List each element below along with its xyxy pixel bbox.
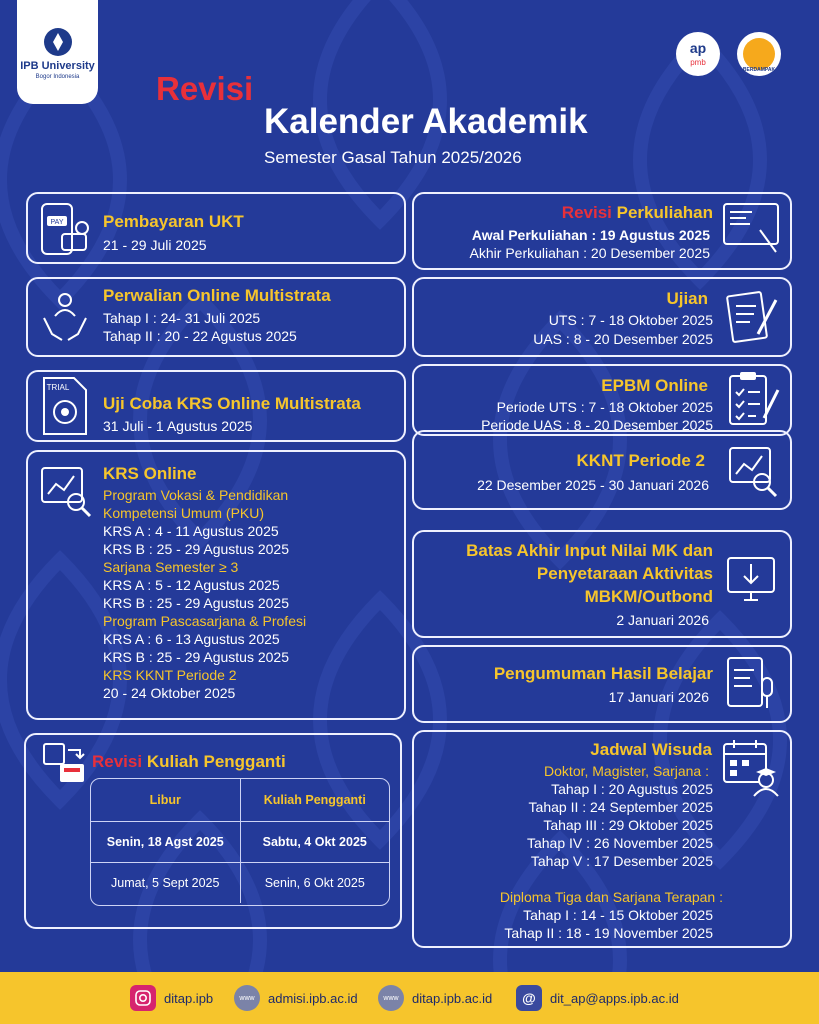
krs-group-3-b: KRS B : 25 - 29 Agustus 2025	[103, 649, 290, 665]
pengganti-table	[90, 778, 390, 906]
swap-documents-icon	[42, 742, 88, 786]
batas-title-2: Penyetaraan Aktivitas	[536, 564, 713, 583]
wisuda-line: Tahap V : 17 Desember 2025	[530, 853, 713, 869]
analytics-magnifier-icon	[40, 466, 92, 518]
footer-web-admisi[interactable]	[234, 972, 358, 1024]
batas-title-1: Batas Akhir Input Nilai MK dan	[466, 541, 713, 560]
uji-date: 31 Juli - 1 Agustus 2025	[103, 418, 253, 434]
table-row	[91, 862, 389, 903]
badge-ap-text: ap	[689, 40, 707, 56]
pengganti-title: Kuliah Pengganti	[146, 752, 286, 771]
trial-document-icon	[40, 376, 90, 436]
table-header-pengganti: Kuliah Pengganti	[263, 792, 366, 807]
footer-email[interactable]	[516, 972, 679, 1024]
badge-berdampak-text: BERDAMPAK	[742, 67, 776, 73]
page-subtitle: Semester Gasal Tahun 2025/2026	[264, 148, 522, 167]
krs-group-3-a: KRS A : 6 - 13 Agustus 2025	[103, 631, 280, 647]
wisuda-line: Tahap II : 24 September 2025	[528, 799, 713, 815]
ujian-title: Ujian	[666, 289, 708, 308]
pengumuman-date: 17 Januari 2026	[608, 689, 709, 705]
krs-group-1-a: KRS A : 4 - 11 Agustus 2025	[103, 523, 279, 539]
perkuliahan-akhir: Akhir Perkuliahan : 20 Desember 2025	[469, 245, 710, 261]
batas-title-3: MBKM/Outbond	[584, 587, 713, 606]
footer-web-ditap[interactable]	[378, 972, 492, 1024]
uji-title: Uji Coba KRS Online Multistrata	[103, 394, 361, 413]
berdampak-badge	[737, 32, 781, 76]
krs-kknt-date: 20 - 24 Oktober 2025	[103, 685, 236, 701]
krs-group-1-label-2: Kompetensi Umum (PKU)	[103, 505, 265, 521]
perkuliahan-awal: Awal Perkuliahan : 19 Agustus 2025	[471, 227, 710, 243]
pengumuman-title: Pengumuman Hasil Belajar	[493, 664, 713, 683]
table-cell: Senin, 6 Okt 2025	[264, 875, 365, 890]
wisuda-line: Tahap I : 14 - 15 Oktober 2025	[523, 907, 713, 923]
ap-pmb-badge	[676, 32, 720, 76]
report-microphone-icon	[726, 656, 778, 712]
perkuliahan-title: Perkuliahan	[616, 203, 713, 222]
email-icon: @	[516, 985, 542, 1011]
analytics-magnifier-icon	[728, 446, 778, 498]
epbm-title: EPBM Online	[601, 376, 708, 395]
krs-group-2-b: KRS B : 25 - 29 Agustus 2025	[103, 595, 290, 611]
instagram-handle: ditap.ipb	[164, 990, 214, 1006]
batas-date: 2 Januari 2026	[616, 612, 709, 628]
ukt-date: 21 - 29 Juli 2025	[103, 237, 207, 253]
krs-group-2-label: Sarjana Semester ≥ 3	[103, 559, 239, 575]
kknt-date: 22 Desember 2025 - 30 Januari 2026	[477, 477, 709, 493]
perkuliahan-revisi: Revisi	[561, 203, 612, 222]
ipb-logo	[17, 0, 98, 104]
ujian-uts: UTS : 7 - 18 Oktober 2025	[548, 312, 713, 328]
email-address: dit_ap@apps.ipb.ac.id	[550, 990, 679, 1006]
download-monitor-icon	[726, 552, 778, 606]
revisi-title: Revisi	[156, 70, 254, 107]
perwalian-line-2: Tahap II : 20 - 22 Agustus 2025	[103, 328, 297, 344]
epbm-uas: Periode UAS : 8 - 20 Desember 2025	[481, 417, 713, 433]
kknt-title: KKNT Periode 2	[576, 451, 705, 470]
table-cell: Sabtu, 4 Okt 2025	[262, 834, 367, 849]
trial-label: TRIAL	[46, 383, 70, 392]
www-label: www	[383, 994, 399, 1002]
www-label: www	[239, 994, 255, 1002]
hands-people-icon	[40, 288, 90, 344]
wisuda-title: Jadwal Wisuda	[590, 740, 712, 759]
logo-sub: Bogor Indonesia	[35, 74, 80, 80]
wisuda-group-2: Diploma Tiga dan Sarjana Terapan :	[499, 889, 723, 905]
badge-pmb-text: pmb	[690, 58, 706, 67]
pengganti-revisi: Revisi	[92, 752, 143, 771]
wisuda-group-1: Doktor, Magister, Sarjana :	[544, 763, 709, 779]
footer-instagram[interactable]	[130, 972, 213, 1024]
table-header-libur: Libur	[91, 779, 240, 821]
web-admisi-link: admisi.ipb.ac.id	[268, 990, 358, 1006]
footer	[0, 972, 819, 1024]
krs-group-1-b: KRS B : 25 - 29 Agustus 2025	[103, 541, 290, 557]
krs-group-3-label: Program Pascasarjana & Profesi	[103, 613, 307, 629]
globe-icon	[234, 985, 260, 1011]
svg-text:PAY: PAY	[50, 219, 64, 226]
instagram-icon	[130, 985, 156, 1011]
clipboard-checklist-icon	[726, 370, 780, 428]
krs-title: KRS Online	[103, 464, 197, 483]
whiteboard-icon	[722, 200, 782, 256]
perwalian-title: Perwalian Online Multistrata	[103, 286, 331, 305]
globe-icon	[378, 985, 404, 1011]
wisuda-line: Tahap IV : 26 November 2025	[526, 835, 713, 851]
wisuda-line: Tahap III : 29 Oktober 2025	[543, 817, 713, 833]
epbm-uts: Periode UTS : 7 - 18 Oktober 2025	[496, 399, 713, 415]
table-row	[91, 821, 389, 862]
page-title: Kalender Akademik	[264, 102, 588, 141]
logo-name: IPB University	[20, 60, 95, 72]
wisuda-line: Tahap II : 18 - 19 November 2025	[504, 925, 713, 941]
payment-phone-icon	[38, 202, 90, 258]
table-cell: Jumat, 5 Sept 2025	[91, 862, 240, 903]
calendar-graduate-icon	[722, 738, 780, 798]
krs-group-2-a: KRS A : 5 - 12 Agustus 2025	[103, 577, 280, 593]
exam-papers-icon	[724, 286, 780, 346]
perwalian-line-1: Tahap I : 24- 31 Juli 2025	[103, 310, 261, 326]
ipb-emblem-icon	[43, 27, 73, 57]
ujian-uas: UAS : 8 - 20 Desember 2025	[533, 331, 713, 347]
wisuda-line: Tahap I : 20 Agustus 2025	[551, 781, 713, 797]
web-ditap-link: ditap.ipb.ac.id	[412, 990, 493, 1006]
krs-kknt-label: KRS KKNT Periode 2	[103, 667, 237, 683]
krs-group-1-label: Program Vokasi & Pendidikan	[103, 487, 289, 503]
ukt-title: Pembayaran UKT	[103, 212, 244, 231]
table-cell: Senin, 18 Agst 2025	[91, 821, 240, 862]
